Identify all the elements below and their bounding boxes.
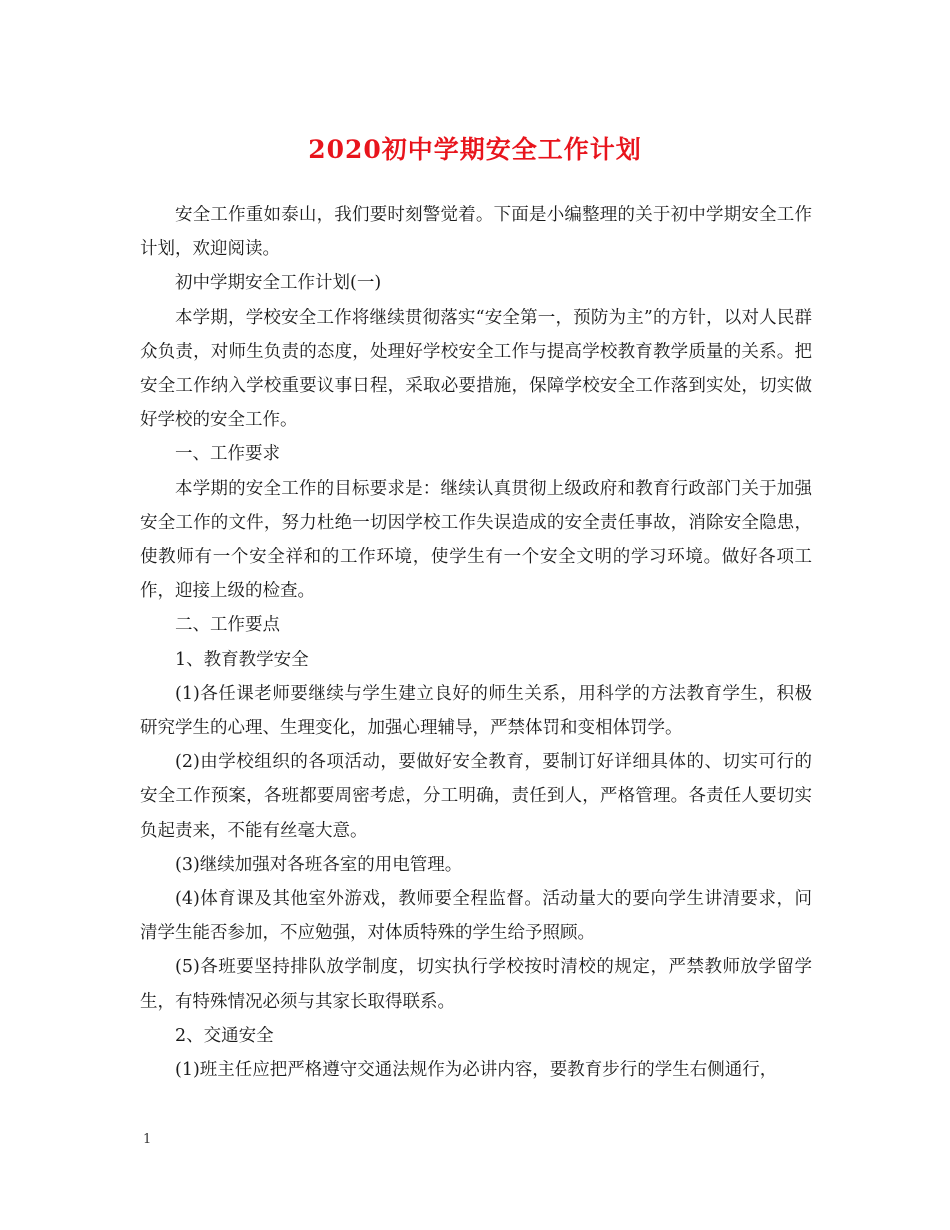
paragraph-intro: 安全工作重如泰山，我们要时刻警觉着。下面是小编整理的关于初中学期安全工作计划，欢迎阅读。 bbox=[140, 205, 812, 260]
document-title: 2020初中学期安全工作计划 bbox=[308, 135, 642, 164]
list-item-2: (2)由学校组织的各项活动，要做好安全教育，要制订好详细具体的、切实可行的安全工作预案，各班都要周密考虑，分工明确，责任到人，严格管理。各责任人要切实负起责来，不能有丝毫大意。 bbox=[140, 752, 812, 841]
list-item-1: (1)各任课老师要继续与学生建立良好的师生关系，用科学的方法教育学生，积极研究学生的心理、生理变化，加强心理辅导，严禁体罚和变相体罚学。 bbox=[140, 683, 812, 739]
section-heading-requirements: 一、工作要求 bbox=[175, 444, 280, 465]
page-number: 1 bbox=[143, 1132, 152, 1147]
paragraph-requirements: 本学期的安全工作的目标要求是：继续认真贯彻上级政府和教育行政部门关于加强安全工作的文件，努力杜绝一切因学校工作失误造成的安全责任事故，消除安全隐患，使教师有一个安全祥和的工作环境，使学生有一个安全文明的学习环境。做好各项工作，迎接上级的检查。 bbox=[140, 478, 812, 602]
traffic-list-item-1: (1)班主任应把严格遵守交通法规作为必讲内容，要教育步行的学生右侧通行， bbox=[175, 1060, 778, 1081]
document-body bbox=[140, 198, 812, 1087]
list-item-4: (4)体育课及其他室外游戏，教师要全程监督。活动量大的要向学生讲清要求，问清学生能否参加，不应勉强，对体质特殊的学生给予照顾。 bbox=[140, 889, 812, 944]
paragraph-overview: 本学期，学校安全工作将继续贯彻落实“安全第一，预防为主”的方针，以对人民群众负责，对师生负责的态度，处理好学校安全工作与提高学校教育教学质量的关系。把安全工作纳入学校重要议事日程，采取必要措施，保障学校安全工作落到实处，切实做好学校的安全工作。 bbox=[140, 307, 812, 431]
list-item-5: (5)各班要坚持排队放学制度，切实执行学校按时清校的规定，严禁教师放学留学生，有特殊情况必须与其家长取得联系。 bbox=[140, 957, 812, 1012]
paragraph-plan-heading: 初中学期安全工作计划(一) bbox=[175, 273, 382, 294]
subsection-heading-traffic-safety: 2、交通安全 bbox=[175, 1025, 274, 1046]
list-item-3: (3)继续加强对各班各室的用电管理。 bbox=[175, 854, 463, 875]
section-heading-key-points: 二、工作要点 bbox=[175, 615, 280, 636]
subsection-heading-teaching-safety: 1、教育教学安全 bbox=[175, 649, 309, 670]
